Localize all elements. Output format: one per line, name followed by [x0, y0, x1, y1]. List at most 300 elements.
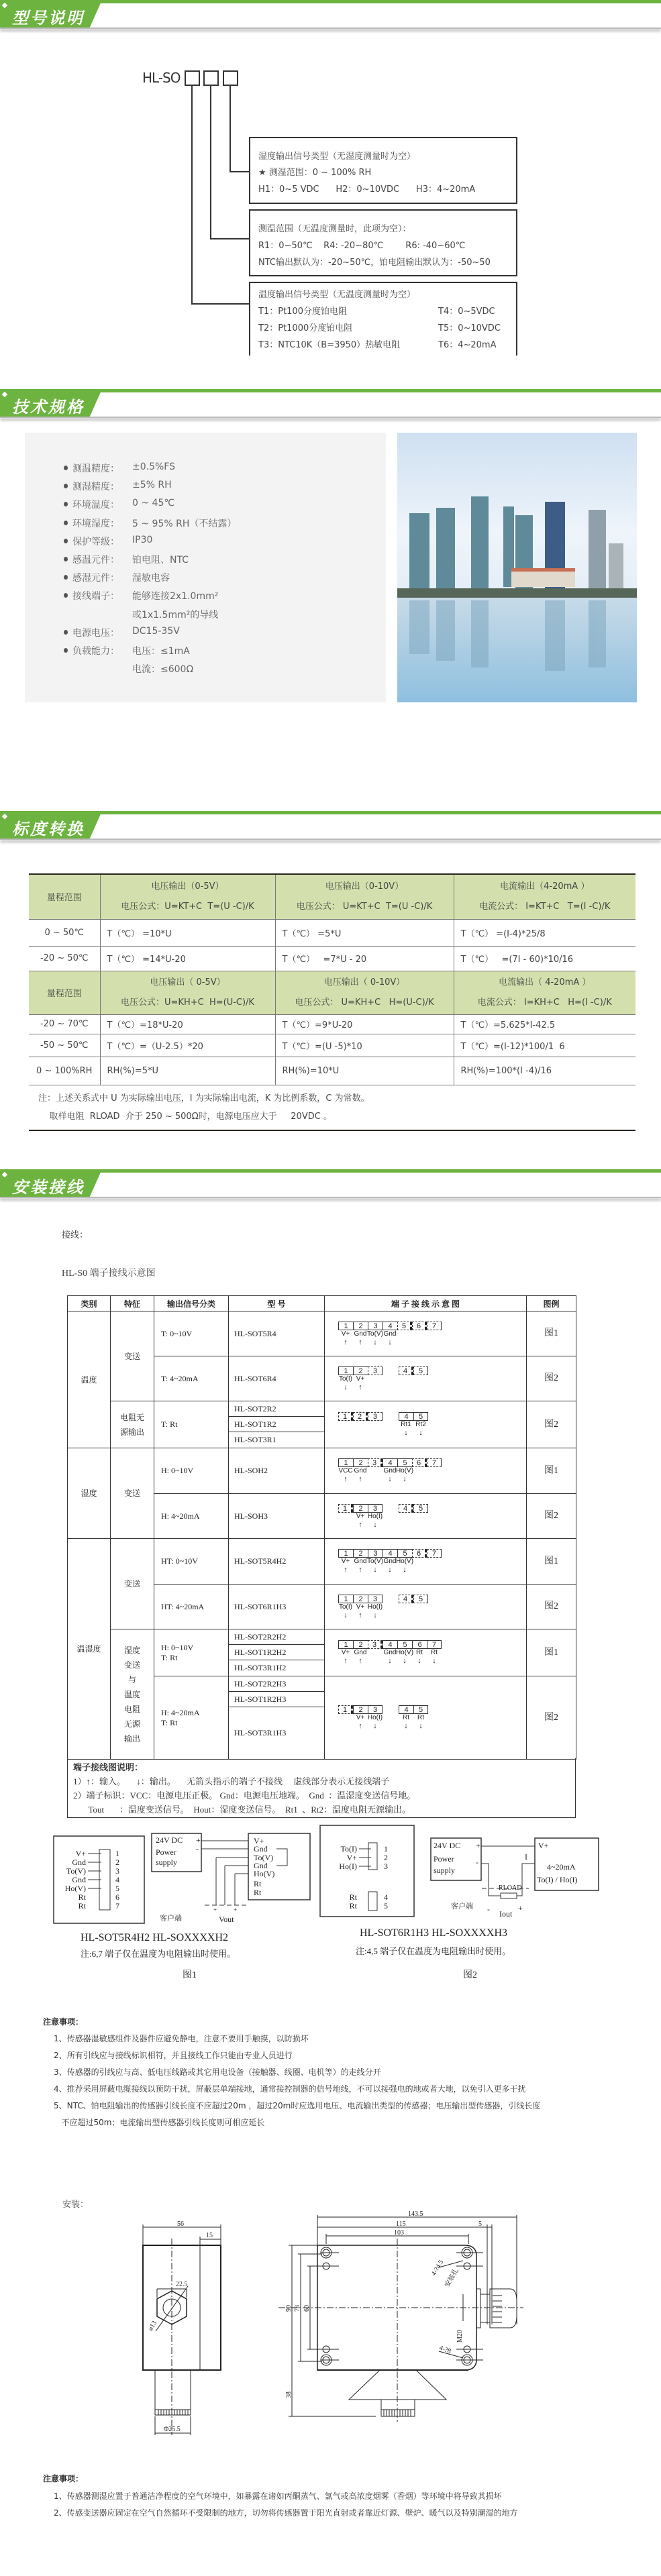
model-cell — [229, 1629, 325, 1676]
figure-2-label: 图2 — [463, 1970, 477, 1980]
wiring-label: 接线： — [62, 1230, 89, 1240]
terminal-label: VCC — [338, 1467, 353, 1474]
terminal-group — [338, 1549, 442, 1574]
section-header-specs — [0, 389, 661, 423]
calibration-header-row — [29, 874, 635, 919]
output-type-header — [454, 874, 635, 919]
terminal-label: Rt — [431, 1649, 438, 1656]
terminal-number: 5 — [413, 1366, 428, 1375]
legend-line: 2）端子标识：VCC：电源电压正极。 Gnd：电源电压地端。 Gnd ：温湿度变送信号地。 — [73, 1790, 416, 1801]
terminal — [338, 1412, 353, 1437]
svg-text:+: + — [213, 1907, 217, 1913]
terminal-group — [338, 1595, 383, 1619]
signal-cell: T: Rt — [154, 1401, 229, 1448]
terminal-number: 4 — [399, 1705, 413, 1714]
formula-cell: T（℃）=18*U-20 — [100, 1014, 275, 1034]
terminal-number: 4 — [384, 1892, 388, 1902]
svg-text:-: - — [476, 1858, 478, 1867]
model-list — [229, 1356, 324, 1401]
device-terminal-label: Gnd — [254, 1844, 268, 1854]
feature-cell: 湿度 变送 与 温度 电阻 无源 输出 — [111, 1629, 154, 1760]
terminal-label: V+ — [356, 1512, 365, 1520]
city-skyline-image — [397, 433, 637, 702]
terminal — [338, 1458, 353, 1483]
arrow-up-icon: ↑ — [344, 1338, 348, 1346]
output-type-header — [100, 971, 275, 1014]
model-cell — [229, 1539, 325, 1585]
figure-1-label: 图1 — [183, 1970, 197, 1980]
temp-output-box — [249, 282, 517, 356]
terminal — [353, 1412, 368, 1437]
device-terminal-label: Ho(V) — [254, 1869, 275, 1878]
terminal-diagram — [325, 1504, 526, 1529]
terminal-label: Gnd — [383, 1330, 397, 1338]
terminal-number: 4 — [399, 1595, 413, 1603]
terminal — [413, 1366, 428, 1391]
device-terminal-label: Gnd — [254, 1861, 268, 1870]
terminal-label: V+ — [341, 1558, 350, 1565]
arrow-up-icon: ↑ — [358, 1657, 362, 1665]
svg-text:Power: Power — [156, 1847, 176, 1857]
terminal-diagram — [325, 1366, 526, 1391]
formula: 电压公式：U=KH+C H=(U-C)/K — [121, 997, 254, 1008]
figure-1-caption: HL-SOT5R4H2 HL-SOXXXXH2 — [81, 1932, 228, 1943]
terminal — [338, 1322, 353, 1346]
terminal — [427, 1322, 442, 1346]
model-number: HL-SOH2 — [234, 1466, 268, 1475]
terminal-number: 1 — [338, 1322, 353, 1330]
box-line: R1：0~50℃ R4: -20~80℃ R6: -40~60℃ — [258, 241, 466, 251]
terminal-number: 3 — [368, 1705, 383, 1714]
arrow-down-icon: ↓ — [419, 1429, 423, 1437]
model-number: HL-SOT6R1H3 — [234, 1601, 287, 1611]
terminal-number: 2 — [115, 1858, 119, 1867]
terminal-number: 5 — [397, 1549, 412, 1558]
spec-label: 测湿精度： — [72, 482, 119, 493]
terminal-number: 6 — [115, 1892, 119, 1902]
formula: 电压公式：U=KT+C T=(U -C)/K — [121, 901, 254, 912]
signal-cell: T: 0~10V — [154, 1311, 229, 1356]
svg-text:60: 60 — [303, 2305, 311, 2312]
model-cell — [229, 1585, 325, 1629]
arrow-down-icon: ↓ — [404, 1722, 408, 1730]
figure-ref: 图1 — [527, 1448, 576, 1494]
note-line: 注：上述关系式中 U 为实际输出电压，I 为实际输出电流，K 为比例系数，C 为常数。 — [38, 1093, 370, 1104]
terminal-number: 3 — [368, 1504, 383, 1513]
terminal-number: 7 — [427, 1549, 442, 1558]
terminal-label: To(V) — [367, 1330, 383, 1338]
wiring-legend — [67, 1758, 576, 1818]
terminal — [368, 1322, 383, 1346]
arrow-down-icon: ↓ — [373, 1611, 377, 1619]
section-title: 型号说明 — [12, 9, 85, 28]
spec-value: IP30 — [132, 534, 153, 545]
terminal-number: 1 — [384, 1844, 388, 1854]
column-header: 特征 — [111, 1296, 154, 1311]
terminal-number: 5 — [413, 1705, 428, 1714]
terminal-number: 4 — [399, 1504, 413, 1513]
svg-text:38: 38 — [285, 2392, 293, 2398]
terminal-label: Ho(V) — [395, 1558, 414, 1565]
terminal-number: 5 — [413, 1595, 428, 1603]
note-item: 1、传感器湿敏感组件及器件应避免静电，注意不要用手触摸，以防损坏 — [54, 2034, 309, 2043]
terminal-number: 5 — [413, 1504, 428, 1513]
terminal-number: 1 — [338, 1595, 353, 1603]
formula-cell: RH(%)=5*U — [100, 1057, 275, 1085]
terminal-number: 2 — [353, 1412, 368, 1421]
terminal-group — [399, 1366, 428, 1391]
terminal-group — [338, 1366, 383, 1391]
model-number: HL-SOT6R4 — [234, 1373, 276, 1383]
calibration-row — [29, 1014, 635, 1034]
box-line: T6：4~20mA — [438, 340, 497, 350]
arrow-down-icon: ↓ — [373, 1722, 377, 1730]
section-title: 技术规格 — [12, 398, 85, 417]
output-type-header — [100, 874, 275, 919]
terminal-label: To(I) — [339, 1603, 352, 1611]
output-type: 电压输出（0-5V） — [151, 881, 224, 892]
model-number: HL-SOT1R2H3 — [229, 1692, 324, 1707]
terminal — [412, 1549, 427, 1574]
figure-ref: 图1 — [527, 1311, 576, 1356]
arrow-down-icon: ↓ — [388, 1657, 392, 1665]
figure-2-caption: HL-SOT6R1H3 HL-SOXXXXH3 — [360, 1927, 507, 1939]
terminal — [338, 1366, 353, 1391]
terminal-number: 7 — [427, 1640, 442, 1649]
box-line: T1：Pt100分度铂电阻 — [258, 307, 347, 317]
terminal — [427, 1549, 442, 1574]
terminal-number: 1 — [338, 1412, 353, 1421]
svg-text:24V DC: 24V DC — [156, 1835, 183, 1845]
terminal — [399, 1705, 413, 1730]
terminal — [397, 1549, 412, 1574]
calibration-row — [29, 919, 635, 946]
terminal-label: To(I) — [339, 1375, 352, 1383]
terminal-number: 6 — [412, 1640, 427, 1649]
arrow-up-icon: ↑ — [358, 1520, 362, 1529]
terminal-number: 4 — [383, 1640, 397, 1649]
terminal-number: 3 — [384, 1862, 388, 1871]
arrow-up-icon: ↑ — [358, 1338, 362, 1346]
terminal-diagram — [325, 1549, 526, 1574]
svg-text:ø13: ø13 — [147, 2320, 159, 2332]
terminal-label: V+ — [75, 1849, 86, 1858]
section-title: 标度转换 — [12, 820, 85, 839]
terminal-group — [338, 1458, 442, 1483]
terminal-label: To(V) — [367, 1558, 383, 1565]
terminal-label: To(I) — [340, 1844, 357, 1854]
svg-text:Iout: Iout — [499, 1909, 513, 1919]
terminal-number: 7 — [115, 1901, 119, 1911]
terminal-label: Rt — [78, 1901, 86, 1911]
column-header: 图例 — [527, 1296, 576, 1311]
terminal-number: 3 — [115, 1866, 119, 1876]
column-header: 端 子 接 线 示 意 图 — [325, 1296, 527, 1311]
terminal — [368, 1595, 383, 1619]
formula-cell: RH(%)=100*(I -4)/16 — [454, 1057, 635, 1085]
svg-text:4-?4.5: 4-?4.5 — [430, 2259, 446, 2277]
range-cell: 0 ~ 50℃ — [29, 919, 100, 946]
legend-line: 1）↑：输入。 ↓：输出。 无箭头指示的端子不接线 虚线部分表示无接线端子 — [73, 1776, 390, 1786]
calibration-row — [29, 1057, 635, 1085]
wiring-figures — [0, 1811, 661, 1986]
svg-text:78: 78 — [294, 2305, 301, 2312]
note-item: 1、传感器测湿应置于普通洁净程度的空气环境中，如暴露在诸如丙酮蒸气、氯气或高浓度烟雾（香烟）等环境中将导致其损坏 — [54, 2491, 502, 2501]
terminal-number: 1 — [338, 1504, 353, 1513]
terminal — [368, 1549, 383, 1574]
spec-label: 感温元件： — [72, 555, 119, 566]
spec-value: ±5% RH — [132, 480, 172, 491]
svg-text:supply: supply — [156, 1858, 178, 1867]
column-header: 类别 — [68, 1296, 111, 1311]
terminal — [413, 1504, 428, 1529]
spec-value: 铂电阻、NTC — [132, 555, 189, 566]
terminal-number: 4 — [399, 1412, 413, 1421]
terminal — [383, 1549, 397, 1574]
section-title: 安装接线 — [12, 1178, 85, 1197]
svg-text:-: - — [487, 1904, 490, 1914]
model-list — [229, 1401, 324, 1448]
bullet-icon — [64, 630, 68, 635]
terminal — [368, 1458, 383, 1483]
table-row — [68, 1448, 576, 1494]
model-cell — [229, 1494, 325, 1539]
terminal-number: 4 — [383, 1322, 397, 1330]
formula-cell: T（℃）=(U -5)*10 — [275, 1034, 454, 1057]
category-cell: 温度 — [68, 1311, 111, 1448]
terminal-label: Ho(V) — [64, 1884, 86, 1893]
svg-text:56: 56 — [177, 2220, 184, 2228]
terminal-label: Gnd — [354, 1467, 367, 1474]
box-line: T4：0~5VDC — [438, 307, 495, 317]
model-number: HL-SOT5R4 — [234, 1328, 276, 1338]
terminal — [412, 1322, 427, 1346]
terminal-number: 1 — [338, 1640, 353, 1649]
terminal-diagram-cell — [325, 1585, 527, 1629]
output-type-header — [275, 971, 454, 1014]
signal-cell: H: 0~10V — [154, 1448, 229, 1494]
terminal-label: Rt — [403, 1714, 409, 1721]
terminal-number: 4 — [399, 1366, 413, 1375]
column-header: 型 号 — [229, 1296, 325, 1311]
terminal — [412, 1458, 427, 1483]
box-line: H1：0~5 VDC H2：0~10VDC H3：4~20mA — [258, 184, 476, 195]
spec-value: DC15-35V — [132, 625, 180, 637]
wiring-header-row — [68, 1296, 576, 1311]
terminal-diagram — [325, 1705, 526, 1730]
legend-title: 端子接线图说明： — [73, 1762, 144, 1772]
svg-text:Power: Power — [434, 1854, 454, 1864]
terminal-label: V+ — [356, 1714, 365, 1721]
terminal — [353, 1366, 368, 1391]
figure-ref: 图2 — [527, 1676, 576, 1760]
formula-cell: RH(%)=10*U — [275, 1057, 454, 1085]
signal-cell: H: 0~10V T: Rt — [154, 1629, 229, 1676]
spec-label: 感湿元件： — [72, 573, 119, 584]
terminal-label: Ho(I) — [367, 1603, 383, 1611]
spec-value: 0 ~ 45℃ — [132, 498, 175, 509]
terminal-number: 7 — [427, 1322, 442, 1330]
svg-text:V+: V+ — [538, 1841, 549, 1850]
terminal-number: 5 — [397, 1458, 412, 1467]
terminal — [413, 1595, 428, 1619]
terminal-group — [338, 1412, 383, 1437]
terminal — [399, 1412, 413, 1437]
terminal — [368, 1504, 383, 1529]
terminal-number: 4 — [115, 1875, 119, 1884]
arrow-down-icon: ↓ — [403, 1566, 407, 1574]
svg-text:+: + — [518, 1903, 523, 1913]
terminal-number: 1 — [338, 1458, 353, 1467]
model-cell — [229, 1311, 325, 1356]
arrow-down-icon: ↓ — [344, 1383, 348, 1391]
formula-cell: T（℃） =14*U-20 — [100, 946, 275, 971]
model-list — [229, 1585, 324, 1629]
svg-text:4-?8: 4-?8 — [438, 2344, 452, 2355]
box-title: 温度输出信号类型（无温度测量时为空） — [258, 290, 416, 300]
terminal — [338, 1504, 353, 1529]
arrow-down-icon: ↓ — [344, 1611, 348, 1619]
section-header-model — [0, 0, 661, 34]
wiring-table — [67, 1295, 576, 1760]
formula-cell: T（℃） =5*U — [275, 919, 454, 946]
terminal-diagram — [325, 1322, 526, 1346]
terminal-group — [399, 1504, 428, 1529]
category-cell: 湿度 — [68, 1448, 111, 1539]
formula-cell: T（℃） =(I-4)*25/8 — [454, 919, 635, 946]
terminal — [427, 1640, 442, 1665]
terminal-number: 2 — [384, 1853, 388, 1862]
notes-title: 注意事项： — [43, 2017, 84, 2027]
terminal — [353, 1322, 368, 1346]
table-row — [68, 1629, 576, 1676]
arrow-down-icon: ↓ — [373, 1566, 377, 1574]
formula-cell: T（℃）=9*U-20 — [275, 1014, 454, 1034]
terminal — [338, 1705, 353, 1730]
formula-cell: T（℃）=5.625*I-42.5 — [454, 1014, 635, 1034]
terminal-label: Gnd — [383, 1649, 397, 1656]
humidity-output-box — [249, 137, 517, 204]
terminal-number: 6 — [412, 1549, 427, 1558]
feature-cell: 变送 — [111, 1448, 154, 1539]
box-title: 湿度输出信号类型（无湿度测量时为空） — [258, 152, 416, 162]
terminal-number: 7 — [427, 1458, 442, 1467]
terminal — [413, 1412, 428, 1437]
note-item: 2、所有引线应与接线标识相符，并且接线工作只能由专业人员进行 — [54, 2051, 293, 2060]
terminal-number: 3 — [368, 1549, 383, 1558]
model-list — [229, 1448, 324, 1493]
terminal — [399, 1366, 413, 1391]
terminal-number: 3 — [368, 1595, 383, 1603]
arrow-down-icon: ↓ — [403, 1657, 407, 1665]
box-line: ★ 测湿范围：0 ~ 100% RH — [258, 168, 372, 178]
terminal-label: V+ — [346, 1853, 357, 1862]
device-terminal-label: V+ — [254, 1836, 264, 1845]
terminal-diagram-cell — [325, 1676, 527, 1760]
terminal-label: Gnd — [354, 1330, 367, 1338]
output-type-header — [275, 874, 454, 919]
arrow-down-icon: ↓ — [419, 1722, 423, 1730]
figure-2 — [320, 1825, 599, 1980]
model-number: HL-SOT2R2 — [229, 1401, 324, 1417]
terminal-number: 5 — [397, 1640, 412, 1649]
spec-value: 电压：≤1mA — [132, 646, 190, 657]
output-type: 电流输出（4-20mA ） — [500, 881, 590, 892]
arrow-up-icon: ↑ — [344, 1475, 348, 1483]
model-cell — [229, 1356, 325, 1401]
calibration-note-row — [29, 1085, 635, 1130]
figure-ref: 图1 — [527, 1629, 576, 1676]
spec-label: 接线端子： — [72, 591, 119, 602]
svg-text:I: I — [525, 1852, 527, 1862]
svg-text:15: 15 — [206, 2232, 213, 2239]
signal-cell: HT: 0~10V — [154, 1539, 229, 1585]
arrow-down-icon: ↓ — [417, 1657, 421, 1665]
svg-text:+: + — [234, 1907, 238, 1913]
formula-cell: T（℃）=(I-12)*100/1 6 — [454, 1034, 635, 1057]
formula-cell: T（℃）=（U-2.5）*20 — [100, 1034, 275, 1057]
box-line: T2：Pt1000分度铂电阻 — [258, 323, 353, 333]
category-cell: 温湿度 — [68, 1539, 111, 1760]
range-cell: -20 ~ 70℃ — [29, 1014, 100, 1034]
svg-text:客户端: 客户端 — [451, 1902, 473, 1911]
bullet-icon — [64, 539, 68, 543]
feature-cell: 变送 — [111, 1539, 154, 1629]
terminal-label: Rt2 — [415, 1421, 426, 1428]
svg-text:Vout: Vout — [219, 1915, 234, 1924]
spec-value: 5 ~ 95% RH（不结露） — [132, 518, 237, 529]
terminal-diagram-cell — [325, 1539, 527, 1585]
terminal-label: Gnd — [72, 1858, 86, 1867]
terminal-number: 2 — [353, 1366, 368, 1375]
formula: 电流公式： I=KT+C T=(I -C)/K — [479, 901, 611, 912]
terminal — [368, 1412, 383, 1437]
terminal — [353, 1504, 368, 1529]
output-type-header — [454, 971, 635, 1014]
arrow-down-icon: ↓ — [388, 1566, 392, 1574]
terminal-group — [338, 1504, 383, 1529]
terminal-label: V+ — [341, 1330, 350, 1338]
terminal-number: 4 — [383, 1549, 397, 1558]
range-header: 量程范围 — [29, 874, 100, 919]
terminal — [412, 1640, 427, 1665]
spec-label: 环境湿度： — [72, 518, 119, 529]
box-line: T3：NTC10K（B=3950）热敏电阻 — [258, 340, 401, 350]
terminal-number: 5 — [384, 1901, 388, 1911]
spec-value: 湿敏电容 — [132, 573, 170, 584]
terminal-number: 6 — [412, 1322, 427, 1330]
spec-label: 电源电压： — [72, 627, 119, 639]
device-terminal-label: Rt — [254, 1888, 262, 1897]
temp-range-box — [249, 209, 517, 276]
model-number: HL-SOT3R1H3 — [234, 1728, 287, 1737]
range-cell: 0 ~ 100%RH — [29, 1057, 100, 1085]
arrow-down-icon: ↓ — [388, 1475, 392, 1483]
terminal-group — [338, 1705, 383, 1730]
svg-text:RLOAD: RLOAD — [499, 1884, 522, 1892]
model-list — [229, 1539, 324, 1584]
terminal — [368, 1640, 383, 1665]
note-item: 3、传感器的引线应与高、低电压线路或其它用电设备（接触器、线圈、电机等）的走线分开 — [54, 2068, 381, 2077]
wiring-title: HL-S0 端子接线示意图 — [62, 1269, 156, 1279]
terminal-number: 3 — [368, 1322, 383, 1330]
terminal-number: 2 — [353, 1322, 368, 1330]
terminal-diagram-cell — [325, 1356, 527, 1401]
terminal-number: 1 — [338, 1549, 353, 1558]
note-item: 2、传感变送器应固定在空气自然循环不受限制的地方，切勿将传感器置于阳光直射或者靠近灯源、壁炉、暖气以及特别潮湿的地方 — [54, 2508, 518, 2518]
terminal — [353, 1549, 368, 1574]
terminal-label: Ho(V) — [395, 1467, 414, 1474]
